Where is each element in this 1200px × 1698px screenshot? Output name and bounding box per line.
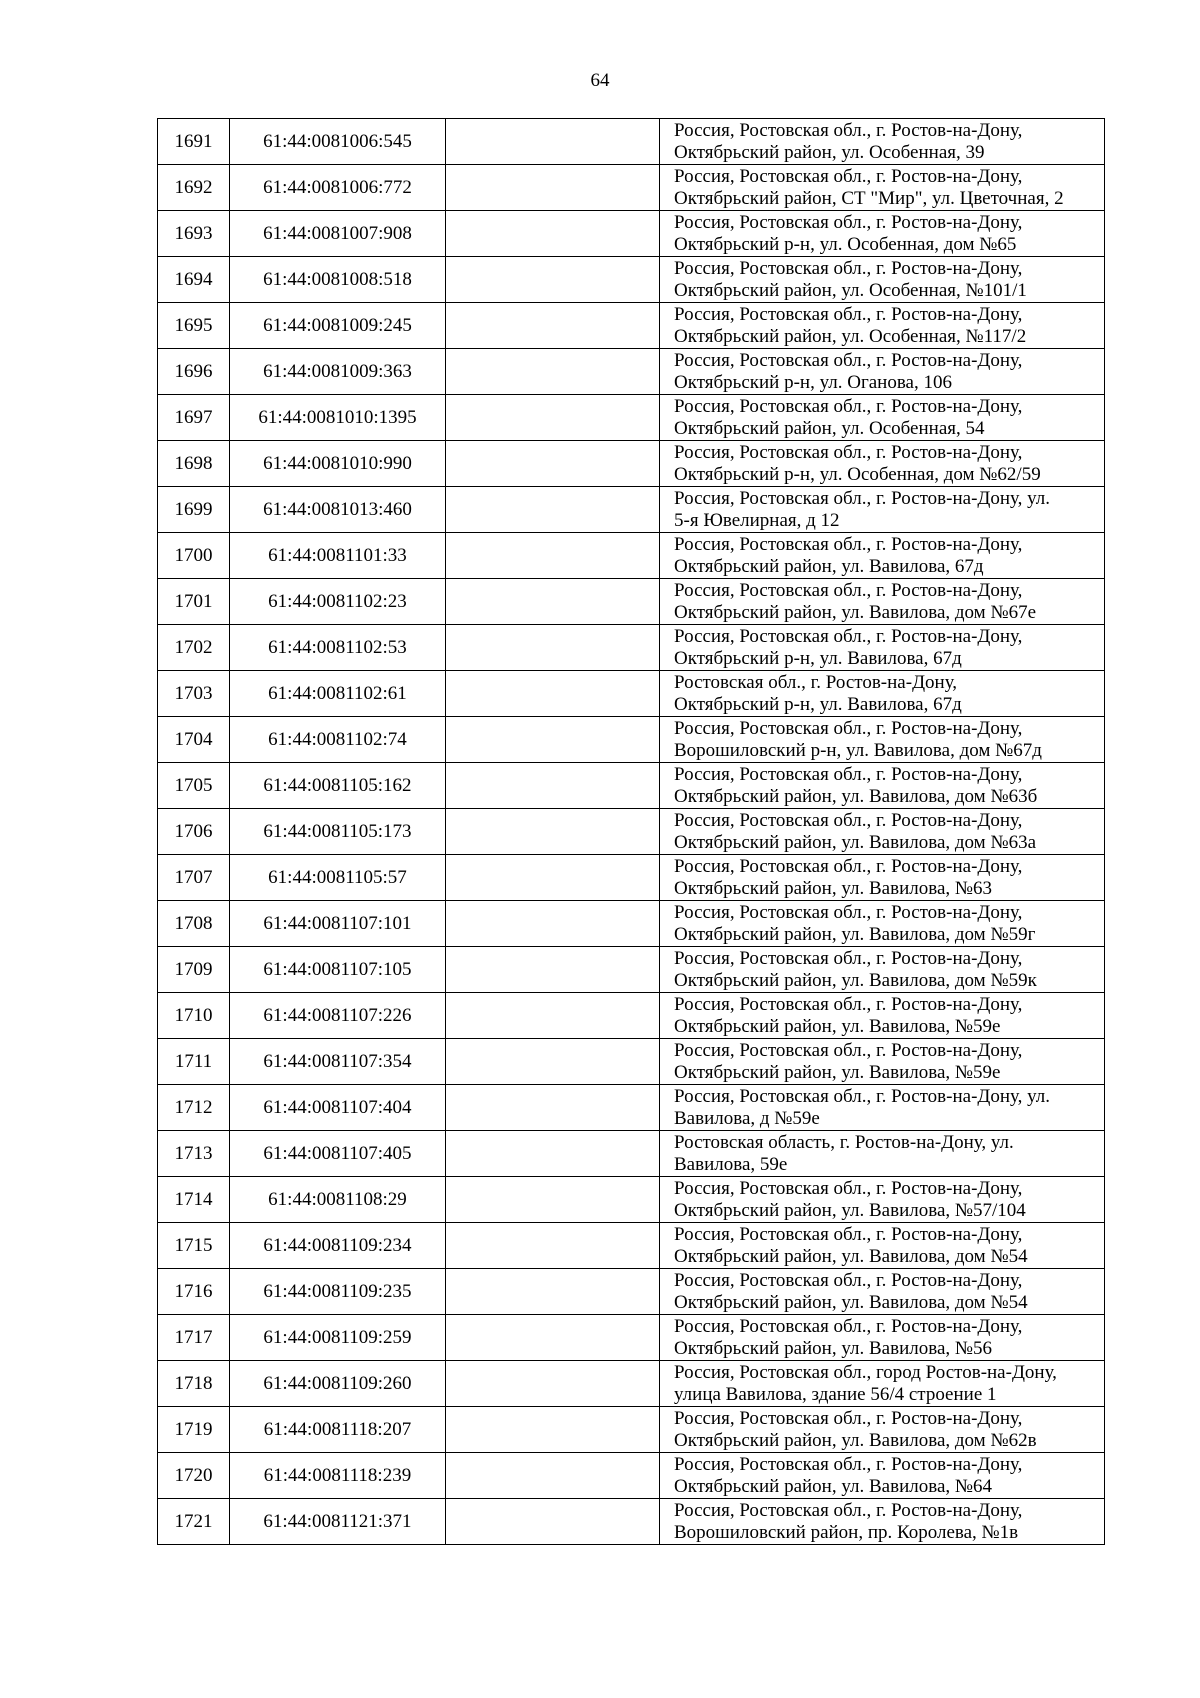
address-cell — [660, 441, 1105, 487]
address-cell — [660, 901, 1105, 947]
address-cell — [660, 1361, 1105, 1407]
address-line: Россия, Ростовская обл., г. Ростов-на-Дону, — [674, 119, 1023, 141]
address-cell — [660, 211, 1105, 257]
address-cell — [660, 257, 1105, 303]
address-line: Октябрьский район, ул. Вавилова, 67д — [674, 555, 984, 577]
table-row — [158, 487, 1105, 533]
row-number: 1701 — [158, 579, 230, 625]
address-line: Россия, Ростовская обл., г. Ростов-на-Дону, — [674, 303, 1023, 325]
empty-cell — [446, 717, 660, 763]
address-line: Октябрьский район, ул. Вавилова, дом №62в — [674, 1429, 1037, 1451]
row-number: 1715 — [158, 1223, 230, 1269]
empty-cell — [446, 763, 660, 809]
table-row — [158, 993, 1105, 1039]
cadastral-number: 61:44:0081105:173 — [230, 809, 446, 855]
cadastral-number: 61:44:0081102:23 — [230, 579, 446, 625]
address-line: Октябрьский район, СТ "Мир", ул. Цветочная, 2 — [674, 187, 1064, 209]
address-cell — [660, 855, 1105, 901]
cadastral-number: 61:44:0081107:226 — [230, 993, 446, 1039]
address-line: Россия, Ростовская обл., г. Ростов-на-Дону, — [674, 165, 1023, 187]
empty-cell — [446, 395, 660, 441]
address-cell — [660, 1039, 1105, 1085]
address-line: Октябрьский район, ул. Вавилова, дом №54 — [674, 1245, 1028, 1267]
row-number: 1695 — [158, 303, 230, 349]
table-row — [158, 855, 1105, 901]
empty-cell — [446, 1407, 660, 1453]
address-line: Россия, Ростовская обл., г. Ростов-на-Дону, — [674, 349, 1023, 371]
address-line: Россия, Ростовская обл., г. Ростов-на-Дону, — [674, 855, 1023, 877]
row-number: 1716 — [158, 1269, 230, 1315]
cadastral-number: 61:44:0081101:33 — [230, 533, 446, 579]
empty-cell — [446, 487, 660, 533]
empty-cell — [446, 1039, 660, 1085]
address-line: Россия, Ростовская обл., г. Ростов-на-Дону, — [674, 1269, 1023, 1291]
address-line: Россия, Ростовская обл., г. Ростов-на-Дону, — [674, 1453, 1023, 1475]
cadastral-number: 61:44:0081108:29 — [230, 1177, 446, 1223]
address-line: Россия, Ростовская обл., г. Ростов-на-Дону, — [674, 1315, 1023, 1337]
address-line: Россия, Ростовская обл., г. Ростов-на-Дону, ул. — [674, 1085, 1051, 1107]
empty-cell — [446, 303, 660, 349]
address-cell — [660, 1453, 1105, 1499]
empty-cell — [446, 1131, 660, 1177]
cadastral-number: 61:44:0081010:1395 — [230, 395, 446, 441]
row-number: 1720 — [158, 1453, 230, 1499]
table-row — [158, 947, 1105, 993]
cadastral-number: 61:44:0081102:61 — [230, 671, 446, 717]
page-number: 64 — [590, 70, 610, 91]
cadastral-number: 61:44:0081006:772 — [230, 165, 446, 211]
cadastral-number: 61:44:0081109:260 — [230, 1361, 446, 1407]
address-line: Октябрьский район, ул. Вавилова, №64 — [674, 1475, 992, 1497]
address-cell — [660, 1085, 1105, 1131]
empty-cell — [446, 1269, 660, 1315]
row-number: 1704 — [158, 717, 230, 763]
address-cell — [660, 165, 1105, 211]
address-line: Россия, Ростовская обл., г. Ростов-на-Дону, — [674, 717, 1023, 739]
address-line: Октябрьский район, ул. Вавилова, №57/104 — [674, 1199, 1026, 1221]
address-cell — [660, 303, 1105, 349]
address-cell — [660, 717, 1105, 763]
address-line: Ворошиловский р-н, ул. Вавилова, дом №67д — [674, 739, 1042, 761]
cadastral-number: 61:44:0081009:363 — [230, 349, 446, 395]
address-line: Россия, Ростовская обл., г. Ростов-на-Дону, — [674, 1223, 1023, 1245]
address-line: Россия, Ростовская обл., г. Ростов-на-Дону, — [674, 1039, 1023, 1061]
empty-cell — [446, 671, 660, 717]
table-row — [158, 165, 1105, 211]
table-row — [158, 1177, 1105, 1223]
table-row — [158, 1315, 1105, 1361]
cadastral-number: 61:44:0081102:53 — [230, 625, 446, 671]
address-line: Октябрьский район, ул. Вавилова, дом №54 — [674, 1291, 1028, 1313]
address-line: Ростовская обл., г. Ростов-на-Дону, — [674, 671, 958, 693]
table-row — [158, 763, 1105, 809]
address-line: Россия, Ростовская обл., г. Ростов-на-Дону, — [674, 763, 1023, 785]
table-row — [158, 1361, 1105, 1407]
row-number: 1707 — [158, 855, 230, 901]
address-line: Октябрьский р-н, ул. Особенная, дом №62/59 — [674, 463, 1041, 485]
address-cell — [660, 1223, 1105, 1269]
cadastral-number: 61:44:0081009:245 — [230, 303, 446, 349]
empty-cell — [446, 1223, 660, 1269]
address-cell — [660, 1499, 1105, 1545]
address-line: Октябрьский район, ул. Вавилова, дом №59г — [674, 923, 1036, 945]
row-number: 1717 — [158, 1315, 230, 1361]
table-row — [158, 1269, 1105, 1315]
row-number: 1697 — [158, 395, 230, 441]
address-cell — [660, 119, 1105, 165]
address-line: Октябрьский район, ул. Вавилова, №56 — [674, 1337, 992, 1359]
empty-cell — [446, 119, 660, 165]
table-row — [158, 671, 1105, 717]
row-number: 1718 — [158, 1361, 230, 1407]
empty-cell — [446, 165, 660, 211]
address-cell — [660, 1269, 1105, 1315]
empty-cell — [446, 533, 660, 579]
table-row — [158, 1085, 1105, 1131]
address-line: Россия, Ростовская обл., г. Ростов-на-Дону, — [674, 1407, 1023, 1429]
cadastral-number: 61:44:0081007:908 — [230, 211, 446, 257]
table-row — [158, 395, 1105, 441]
cadastral-number: 61:44:0081109:234 — [230, 1223, 446, 1269]
address-line: Россия, Ростовская обл., город Ростов-на-Дону, — [674, 1361, 1057, 1383]
address-line: Октябрьский р-н, ул. Оганова, 106 — [674, 371, 952, 393]
address-cell — [660, 947, 1105, 993]
cadastral-number: 61:44:0081010:990 — [230, 441, 446, 487]
empty-cell — [446, 1085, 660, 1131]
address-line: Октябрьский район, ул. Особенная, №117/2 — [674, 325, 1027, 347]
table-row — [158, 1453, 1105, 1499]
empty-cell — [446, 625, 660, 671]
row-number: 1719 — [158, 1407, 230, 1453]
empty-cell — [446, 211, 660, 257]
table-row — [158, 211, 1105, 257]
address-line: Октябрьский район, ул. Вавилова, №59е — [674, 1061, 1001, 1083]
cadastral-number: 61:44:0081006:545 — [230, 119, 446, 165]
cadastral-number: 61:44:0081105:162 — [230, 763, 446, 809]
address-line: Россия, Ростовская обл., г. Ростов-на-Дону, ул. — [674, 487, 1051, 509]
address-line: Россия, Ростовская обл., г. Ростов-на-Дону, — [674, 1499, 1023, 1521]
address-line: Россия, Ростовская обл., г. Ростов-на-Дону, — [674, 211, 1023, 233]
address-line: Россия, Ростовская обл., г. Ростов-на-Дону, — [674, 395, 1023, 417]
table-row — [158, 625, 1105, 671]
address-line: Октябрьский р-н, ул. Вавилова, 67д — [674, 647, 962, 669]
address-line: Октябрьский р-н, ул. Вавилова, 67д — [674, 693, 962, 715]
row-number: 1710 — [158, 993, 230, 1039]
table-row — [158, 809, 1105, 855]
address-cell — [660, 1177, 1105, 1223]
cadastral-number: 61:44:0081008:518 — [230, 257, 446, 303]
cadastral-number: 61:44:0081013:460 — [230, 487, 446, 533]
row-number: 1703 — [158, 671, 230, 717]
address-line: Россия, Ростовская обл., г. Ростов-на-Дону, — [674, 901, 1023, 923]
row-number: 1694 — [158, 257, 230, 303]
empty-cell — [446, 1177, 660, 1223]
table-row — [158, 441, 1105, 487]
address-line: Ворошиловский район, пр. Королева, №1в — [674, 1521, 1019, 1543]
table-row — [158, 1223, 1105, 1269]
row-number: 1706 — [158, 809, 230, 855]
row-number: 1692 — [158, 165, 230, 211]
row-number: 1698 — [158, 441, 230, 487]
address-cell — [660, 579, 1105, 625]
table-row — [158, 1499, 1105, 1545]
row-number: 1700 — [158, 533, 230, 579]
table-row — [158, 257, 1105, 303]
table-row — [158, 119, 1105, 165]
address-cell — [660, 395, 1105, 441]
address-cell — [660, 487, 1105, 533]
row-number: 1712 — [158, 1085, 230, 1131]
empty-cell — [446, 1499, 660, 1545]
address-line: Россия, Ростовская обл., г. Ростов-на-Дону, — [674, 533, 1023, 555]
address-line: Россия, Ростовская обл., г. Ростов-на-Дону, — [674, 947, 1023, 969]
empty-cell — [446, 1361, 660, 1407]
cadastral-number: 61:44:0081121:371 — [230, 1499, 446, 1545]
empty-cell — [446, 809, 660, 855]
empty-cell — [446, 993, 660, 1039]
empty-cell — [446, 349, 660, 395]
address-line: Вавилова, д №59е — [674, 1107, 820, 1129]
row-number: 1708 — [158, 901, 230, 947]
address-line: Россия, Ростовская обл., г. Ростов-на-Дону, — [674, 809, 1023, 831]
address-line: Октябрьский район, ул. Особенная, 54 — [674, 417, 985, 439]
address-line: Россия, Ростовская обл., г. Ростов-на-Дону, — [674, 993, 1023, 1015]
table-row — [158, 1131, 1105, 1177]
empty-cell — [446, 257, 660, 303]
cadastral-number: 61:44:0081118:239 — [230, 1453, 446, 1499]
row-number: 1705 — [158, 763, 230, 809]
empty-cell — [446, 855, 660, 901]
address-line: Россия, Ростовская обл., г. Ростов-на-Дону, — [674, 1177, 1023, 1199]
address-line: 5-я Ювелирная, д 12 — [674, 509, 840, 531]
address-line: Вавилова, 59е — [674, 1153, 788, 1175]
cadastral-number: 61:44:0081109:259 — [230, 1315, 446, 1361]
address-line: Октябрьский район, ул. Вавилова, дом №63а — [674, 831, 1037, 853]
empty-cell — [446, 579, 660, 625]
address-line: Октябрьский р-н, ул. Особенная, дом №65 — [674, 233, 1017, 255]
address-cell — [660, 763, 1105, 809]
address-cell — [660, 671, 1105, 717]
row-number: 1702 — [158, 625, 230, 671]
row-number: 1696 — [158, 349, 230, 395]
row-number: 1699 — [158, 487, 230, 533]
row-number: 1693 — [158, 211, 230, 257]
address-line: Октябрьский район, ул. Вавилова, №59е — [674, 1015, 1001, 1037]
address-line: Октябрьский район, ул. Вавилова, дом №67е — [674, 601, 1037, 623]
empty-cell — [446, 901, 660, 947]
row-number: 1714 — [158, 1177, 230, 1223]
row-number: 1713 — [158, 1131, 230, 1177]
cadastral-number: 61:44:0081102:74 — [230, 717, 446, 763]
address-cell — [660, 349, 1105, 395]
address-line: Октябрьский район, ул. Вавилова, №63 — [674, 877, 992, 899]
cadastral-number: 61:44:0081109:235 — [230, 1269, 446, 1315]
cadastral-number: 61:44:0081118:207 — [230, 1407, 446, 1453]
address-line: Россия, Ростовская обл., г. Ростов-на-Дону, — [674, 625, 1023, 647]
address-line: Россия, Ростовская обл., г. Ростов-на-Дону, — [674, 441, 1023, 463]
table-row — [158, 1407, 1105, 1453]
address-line: улица Вавилова, здание 56/4 строение 1 — [674, 1383, 997, 1405]
address-line: Ростовская область, г. Ростов-на-Дону, ул. — [674, 1131, 1014, 1153]
table-row — [158, 303, 1105, 349]
row-number: 1721 — [158, 1499, 230, 1545]
empty-cell — [446, 1315, 660, 1361]
address-line: Октябрьский район, ул. Вавилова, дом №63б — [674, 785, 1038, 807]
row-number: 1711 — [158, 1039, 230, 1085]
empty-cell — [446, 1453, 660, 1499]
cadastral-number: 61:44:0081107:354 — [230, 1039, 446, 1085]
row-number: 1709 — [158, 947, 230, 993]
address-cell — [660, 993, 1105, 1039]
cadastral-number: 61:44:0081107:101 — [230, 901, 446, 947]
table-row — [158, 901, 1105, 947]
cadastral-number: 61:44:0081105:57 — [230, 855, 446, 901]
address-cell — [660, 809, 1105, 855]
address-cell — [660, 1131, 1105, 1177]
cadastral-number: 61:44:0081107:405 — [230, 1131, 446, 1177]
address-line: Октябрьский район, ул. Вавилова, дом №59к — [674, 969, 1037, 991]
table-row — [158, 717, 1105, 763]
address-line: Октябрьский район, ул. Особенная, №101/1 — [674, 279, 1027, 301]
cadastral-number: 61:44:0081107:404 — [230, 1085, 446, 1131]
address-line: Россия, Ростовская обл., г. Ростов-на-Дону, — [674, 579, 1023, 601]
table-row — [158, 579, 1105, 625]
registry-table — [157, 118, 1105, 1545]
address-line: Россия, Ростовская обл., г. Ростов-на-Дону, — [674, 257, 1023, 279]
cadastral-number: 61:44:0081107:105 — [230, 947, 446, 993]
empty-cell — [446, 441, 660, 487]
address-cell — [660, 1315, 1105, 1361]
table-row — [158, 349, 1105, 395]
address-cell — [660, 533, 1105, 579]
empty-cell — [446, 947, 660, 993]
address-line: Октябрьский район, ул. Особенная, 39 — [674, 141, 985, 163]
row-number: 1691 — [158, 119, 230, 165]
address-cell — [660, 1407, 1105, 1453]
registry-table-body — [158, 119, 1105, 1545]
table-row — [158, 1039, 1105, 1085]
address-cell — [660, 625, 1105, 671]
table-row — [158, 533, 1105, 579]
